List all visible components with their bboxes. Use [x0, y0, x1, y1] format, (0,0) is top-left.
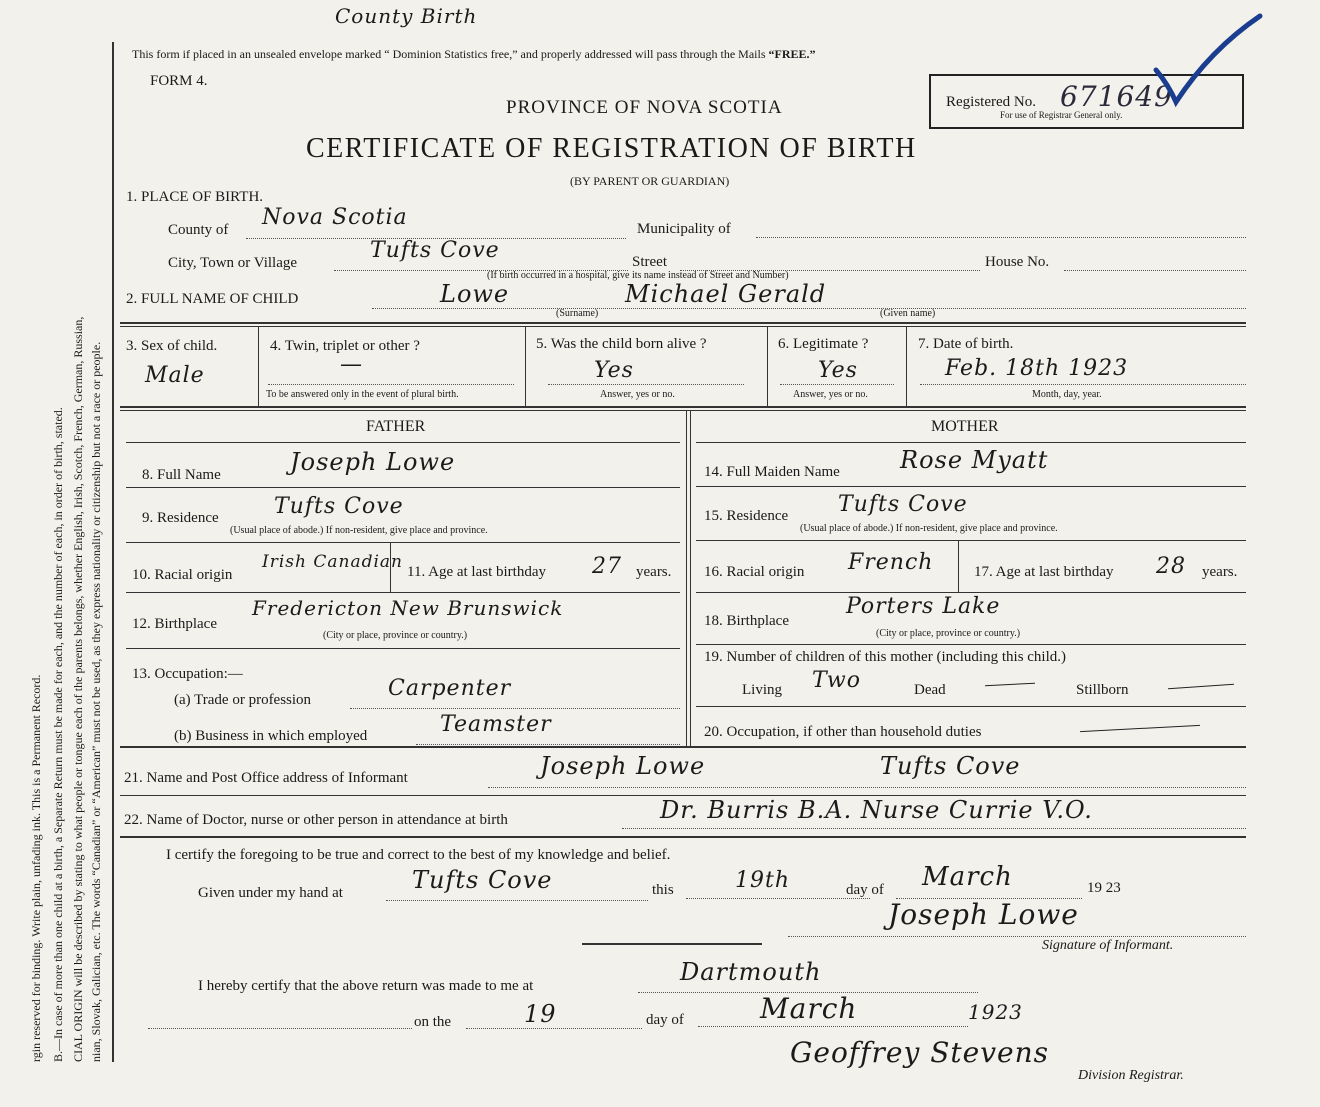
born-alive-value: Yes — [594, 358, 634, 383]
given-under-label: Given under my hand at — [198, 885, 343, 901]
child-given-name: Michael Gerald — [625, 280, 827, 308]
given-day-of-label: day of — [846, 882, 884, 898]
given-month: March — [922, 862, 1013, 892]
date-of-birth-note: Month, day, year. — [1032, 389, 1102, 400]
mother-residence-note: (Usual place of abode.) If non-resident, give place and province. — [800, 523, 1058, 534]
mother-children-label: 19. Number of children of this mother (including this child.) — [704, 649, 1067, 665]
father-header: FATHER — [366, 418, 426, 435]
twin-note: To be answered only in the event of plural birth. — [266, 389, 459, 400]
father-birthplace-note: (City or place, province or country.) — [323, 630, 468, 641]
mother-name-label: 14. Full Maiden Name — [704, 464, 840, 480]
city-value: Tufts Cove — [370, 238, 500, 263]
date-of-birth-label: 7. Date of birth. — [918, 336, 1014, 352]
county-value: Nova Scotia — [262, 205, 408, 230]
registrar-signature: Geoffrey Stevens — [790, 1036, 1049, 1069]
mother-birthplace-label: 18. Birthplace — [704, 613, 789, 629]
father-residence-note: (Usual place of abode.) If non-resident, give place and province. — [230, 525, 488, 536]
informant-name: Joseph Lowe — [540, 752, 706, 780]
margin-note-4: nian, Slovak, Galician, etc. The words “Canadian” or “American” must not be used, as they express nationality or citizenship but not a race or people. — [89, 341, 103, 1062]
dead-label: Dead — [914, 682, 946, 698]
annotation-handwritten: County Birth — [335, 4, 478, 28]
mother-occupation-label: 20. Occupation, if other than household duties — [704, 724, 982, 740]
mother-birthplace-note: (City or place, province or country.) — [876, 628, 1021, 639]
registrar-caption: Division Registrar. — [1078, 1068, 1184, 1083]
place-of-birth-label: 1. PLACE OF BIRTH. — [126, 189, 264, 205]
doctor-label: 22. Name of Doctor, nurse or other person in attendance at birth — [124, 812, 508, 828]
mother-racial-label: 16. Racial origin — [704, 564, 805, 580]
informant-address: Tufts Cove — [880, 752, 1021, 780]
registrar-place: Dartmouth — [680, 958, 822, 986]
house-number-label: House No. — [985, 254, 1050, 270]
registrar-month: March — [760, 992, 858, 1025]
living-value: Two — [812, 668, 861, 693]
margin-note-3: CIAL ORIGIN will be described by stating to what people or tongue each of the parents belongs, whether English, Irish, Scotch, French, German, Russian, — [71, 316, 85, 1062]
surname-caption: (Surname) — [556, 308, 599, 319]
municipality-label: Municipality of — [637, 221, 731, 237]
twin-value: — — [340, 352, 363, 377]
registrar-day-of-label: day of — [646, 1012, 684, 1028]
form-number: FORM 4. — [150, 73, 208, 89]
legitimate-note: Answer, yes or no. — [793, 389, 868, 400]
mother-racial-value: French — [848, 550, 934, 575]
doctor-value: Dr. Burris B.A. Nurse Currie V.O. — [660, 796, 1093, 824]
this-label: this — [652, 882, 674, 898]
given-year: 19 23 — [1087, 880, 1121, 896]
mother-name-value: Rose Myatt — [900, 446, 1049, 474]
margin-note-2: B.—In case of more than one child at a birth, a Separate Return must be made for each, and the number of each, in order of birth, stated. — [51, 407, 65, 1062]
father-birthplace-label: 12. Birthplace — [132, 616, 217, 632]
father-birthplace-value: Fredericton New Brunswick — [252, 596, 564, 620]
margin-note-1: rgin reserved for binding. Write plain, unfading ink. This is a Permanent Record. — [29, 674, 43, 1062]
sex-label: 3. Sex of child. — [126, 338, 218, 354]
registrar-text: I hereby certify that the above return was made to me at — [198, 978, 534, 994]
stillborn-label: Stillborn — [1076, 682, 1129, 698]
given-name-caption: (Given name) — [880, 308, 936, 319]
certificate-title: CERTIFICATE OF REGISTRATION OF BIRTH — [306, 133, 917, 164]
certificate-subtitle: (BY PARENT OR GUARDIAN) — [570, 174, 730, 188]
father-trade-value: Carpenter — [388, 676, 512, 701]
mother-years: years. — [1202, 564, 1238, 580]
informant-signature: Joseph Lowe — [888, 898, 1079, 931]
father-age-label: 11. Age at last birthday — [407, 564, 546, 580]
father-racial-value: Irish Canadian — [262, 552, 403, 572]
given-place: Tufts Cove — [412, 866, 553, 894]
province-heading: PROVINCE OF NOVA SCOTIA — [506, 97, 783, 118]
registered-number: 671649 — [1060, 80, 1173, 113]
registered-label: Registered No. — [946, 94, 1036, 110]
father-occupation-label: 13. Occupation:— — [132, 666, 243, 682]
mail-notice: This form if placed in an unsealed envelope marked “ Dominion Statistics free,” and properly addressed will pass through the Mails “FREE.” — [132, 47, 816, 61]
mother-age-label: 17. Age at last birthday — [974, 564, 1114, 580]
legitimate-label: 6. Legitimate ? — [778, 336, 869, 352]
registrar-year: 1923 — [968, 1000, 1023, 1024]
checkmark-icon — [1150, 10, 1270, 110]
certify-text: I certify the foregoing to be true and correct to the best of my knowledge and belief. — [166, 847, 671, 863]
father-racial-label: 10. Racial origin — [132, 567, 233, 583]
father-years: years. — [636, 564, 672, 580]
registered-note: For use of Registrar General only. — [1000, 110, 1123, 120]
child-surname: Lowe — [440, 280, 510, 308]
father-name-label: 8. Full Name — [142, 467, 221, 483]
father-name-value: Joseph Lowe — [290, 448, 456, 476]
born-alive-note: Answer, yes or no. — [600, 389, 675, 400]
county-label: County of — [168, 222, 229, 238]
father-trade-label: (a) Trade or profession — [174, 692, 312, 708]
mother-birthplace-value: Porters Lake — [846, 594, 1001, 619]
mother-header: MOTHER — [931, 418, 999, 435]
father-residence-label: 9. Residence — [142, 510, 219, 526]
given-day: 19th — [735, 868, 791, 893]
informant-label: 21. Name and Post Office address of Informant — [124, 770, 408, 786]
on-the-label: on the — [414, 1014, 452, 1030]
date-of-birth-value: Feb. 18th 1923 — [945, 356, 1129, 381]
hospital-note: (If birth occurred in a hospital, give its name instead of Street and Number) — [487, 270, 789, 281]
city-label: City, Town or Village — [168, 255, 298, 271]
sex-value: Male — [145, 363, 205, 388]
legitimate-value: Yes — [818, 358, 858, 383]
mother-residence-value: Tufts Cove — [838, 492, 968, 517]
living-label: Living — [742, 682, 782, 698]
signature-caption: Signature of Informant. — [1042, 938, 1174, 953]
father-business-label: (b) Business in which employed — [174, 728, 368, 744]
father-residence-value: Tufts Cove — [274, 494, 404, 519]
father-age-value: 27 — [592, 554, 622, 579]
child-name-label: 2. FULL NAME OF CHILD — [126, 291, 299, 307]
registrar-day: 19 — [524, 1000, 557, 1028]
mother-residence-label: 15. Residence — [704, 508, 789, 524]
born-alive-label: 5. Was the child born alive ? — [536, 336, 707, 352]
margin-rule — [112, 42, 114, 1062]
father-business-value: Teamster — [440, 712, 552, 737]
street-label: Street — [632, 254, 667, 270]
mother-age-value: 28 — [1156, 554, 1186, 579]
twin-label: 4. Twin, triplet or other ? — [270, 338, 420, 354]
